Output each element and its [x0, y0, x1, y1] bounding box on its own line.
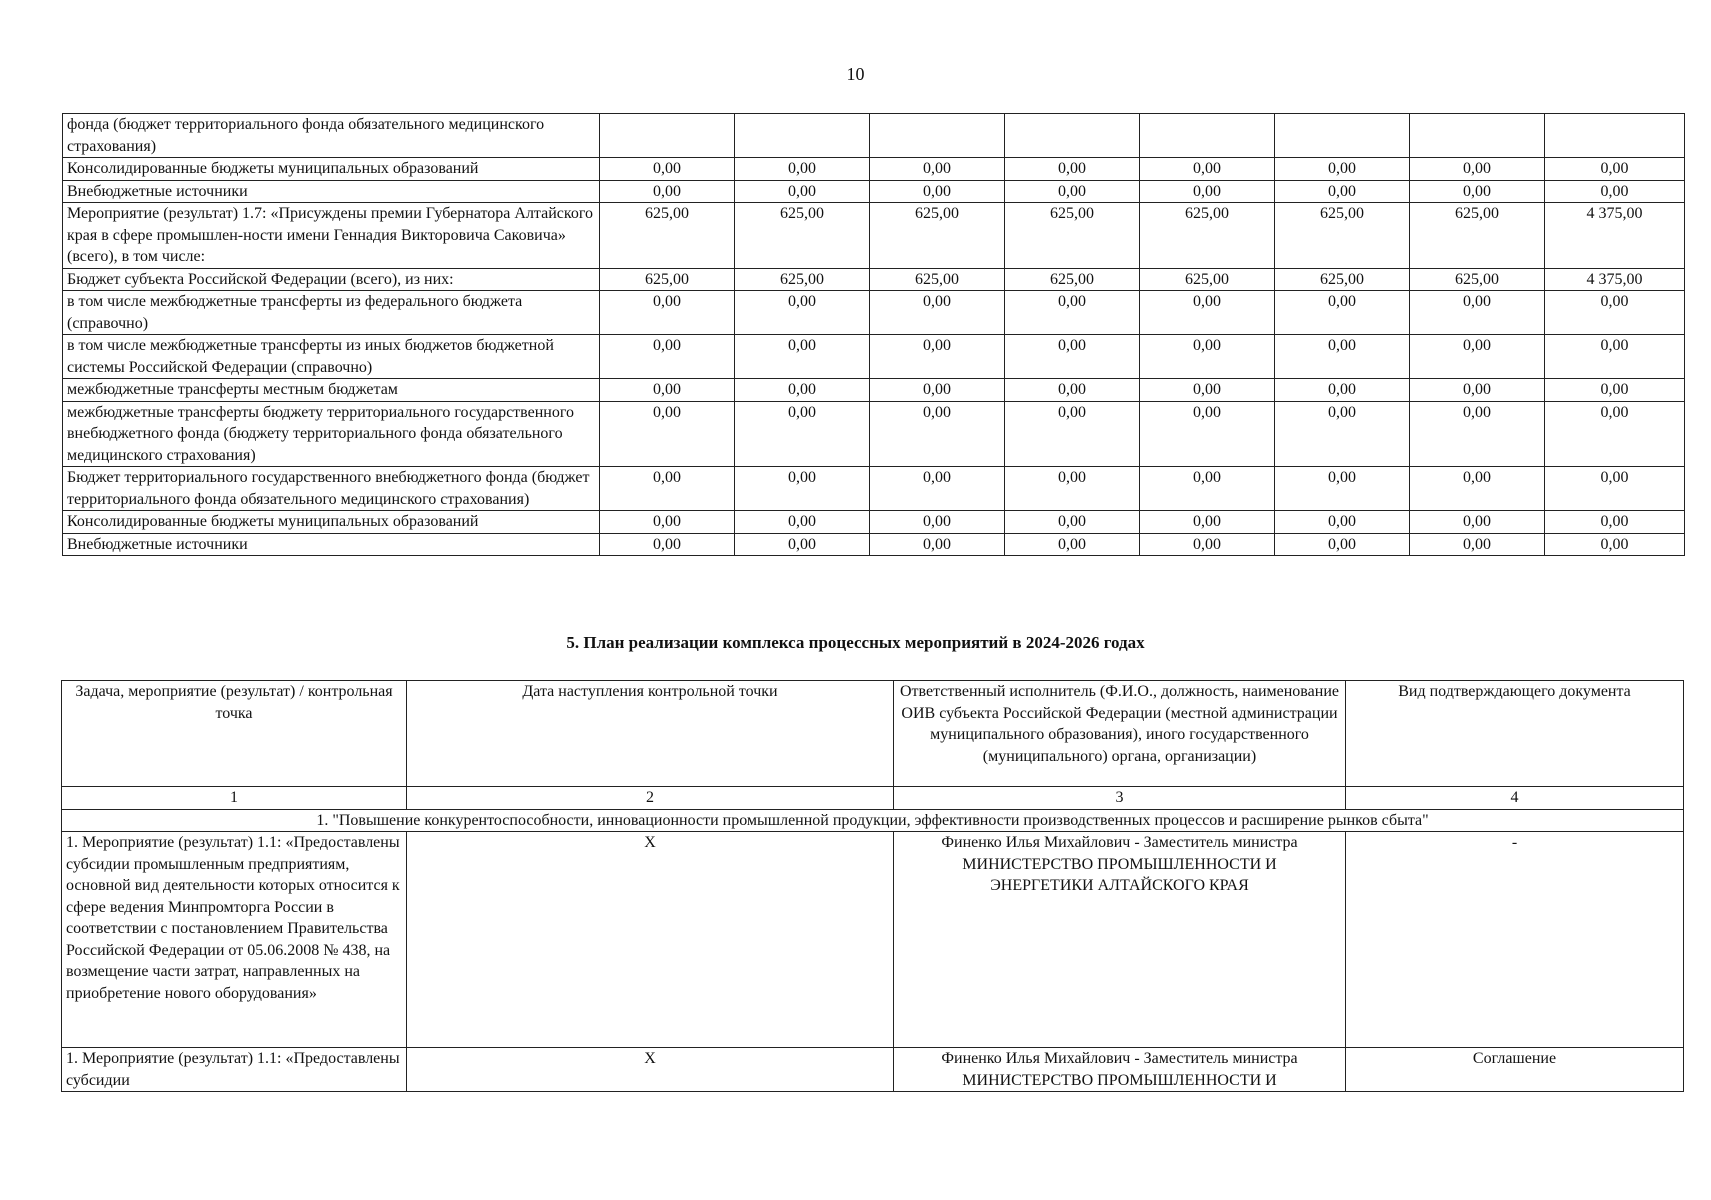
budget-value-cell: 0,00 [735, 467, 870, 511]
budget-value-cell: 0,00 [1410, 180, 1545, 203]
task-group-title: 1. "Повышение конкурентоспособности, инновационности промышленной продукции, эффективности производственных процессов и расширение рынков сбыта" [62, 809, 1684, 832]
document-cell: - [1346, 832, 1684, 1048]
budget-value-cell [870, 114, 1005, 158]
section-title: 5. План реализации комплекса процессных мероприятий в 2024-2026 годах [566, 633, 1145, 652]
plan-header-row [62, 681, 1684, 787]
plan-row [62, 832, 1684, 1048]
plan-col-numbers-row [62, 787, 1684, 810]
budget-value-cell: 0,00 [1275, 511, 1410, 534]
header-task: Задача, мероприятие (результат) / контрольная точка [62, 681, 407, 787]
budget-value-cell: 0,00 [870, 467, 1005, 511]
budget-value-cell: 0,00 [1275, 158, 1410, 181]
budget-value-cell [1410, 114, 1545, 158]
budget-row-label: Внебюджетные источники [63, 533, 600, 556]
budget-value-cell: 0,00 [600, 291, 735, 335]
col-number: 2 [407, 787, 894, 810]
budget-value-cell: 0,00 [1005, 335, 1140, 379]
budget-value-cell: 625,00 [1140, 203, 1275, 269]
budget-value-cell: 625,00 [1005, 268, 1140, 291]
budget-value-cell: 0,00 [870, 291, 1005, 335]
budget-value-cell: 0,00 [1005, 291, 1140, 335]
budget-value-cell: 0,00 [600, 158, 735, 181]
budget-value-cell: 625,00 [600, 268, 735, 291]
budget-row-label: Бюджет территориального государственного внебюджетного фонда (бюджет территориального фонда обязательного медицинского страхования) [63, 467, 600, 511]
budget-row-label: Мероприятие (результат) 1.7: «Присуждены премии Губернатора Алтайского края в сфере промышлен-ности имени Геннадия Викторовича Саковича» (всего), в том числе: [63, 203, 600, 269]
budget-value-cell: 625,00 [870, 203, 1005, 269]
header-executor: Ответственный исполнитель (Ф.И.О., должность, наименование ОИВ субъекта Российской Федерации (местной администрации муниципального образования), иного государственного (муниципального) органа, организации) [894, 681, 1346, 787]
budget-value-cell: 0,00 [600, 533, 735, 556]
date-cell: X [407, 1048, 894, 1092]
budget-value-cell: 0,00 [735, 158, 870, 181]
date-cell: X [407, 832, 894, 1048]
budget-value-cell: 0,00 [1140, 379, 1275, 402]
budget-value-cell: 0,00 [1545, 158, 1685, 181]
budget-value-cell [1005, 114, 1140, 158]
budget-value-cell: 0,00 [600, 401, 735, 467]
page-number: 10 [846, 64, 865, 84]
plan-table [61, 680, 1684, 1092]
budget-value-cell: 0,00 [1140, 533, 1275, 556]
budget-value-cell: 625,00 [1275, 268, 1410, 291]
task-group-row [62, 809, 1684, 832]
budget-value-cell: 0,00 [1005, 511, 1140, 534]
budget-row-label: в том числе межбюджетные трансферты из иных бюджетов бюджетной системы Российской Федерации (справочно) [63, 335, 600, 379]
budget-value-cell: 625,00 [1410, 203, 1545, 269]
budget-row [63, 180, 1685, 203]
budget-value-cell: 0,00 [1545, 379, 1685, 402]
budget-row [63, 511, 1685, 534]
budget-value-cell: 0,00 [1545, 291, 1685, 335]
executor-cell [894, 832, 1346, 1048]
budget-table [62, 113, 1685, 556]
budget-value-cell: 0,00 [1140, 467, 1275, 511]
budget-value-cell: 4 375,00 [1545, 203, 1685, 269]
budget-row [63, 268, 1685, 291]
budget-row-label: Внебюджетные источники [63, 180, 600, 203]
budget-value-cell: 625,00 [1005, 203, 1140, 269]
budget-value-cell: 0,00 [1275, 533, 1410, 556]
budget-value-cell: 0,00 [1140, 291, 1275, 335]
budget-row [63, 114, 1685, 158]
budget-value-cell: 0,00 [1275, 291, 1410, 335]
budget-value-cell: 0,00 [870, 158, 1005, 181]
budget-value-cell: 0,00 [1275, 379, 1410, 402]
executor-cell [894, 1048, 1346, 1092]
budget-value-cell: 0,00 [735, 511, 870, 534]
budget-row [63, 335, 1685, 379]
budget-value-cell: 625,00 [600, 203, 735, 269]
executor-org: МИНИСТЕРСТВО ПРОМЫШЛЕННОСТИ И [962, 1071, 1277, 1089]
budget-value-cell: 625,00 [1140, 268, 1275, 291]
budget-value-cell: 0,00 [1005, 467, 1140, 511]
task-cell: 1. Мероприятие (результат) 1.1: «Предоставлены субсидии [62, 1048, 407, 1092]
budget-value-cell: 0,00 [1140, 511, 1275, 534]
budget-row [63, 379, 1685, 402]
budget-value-cell: 625,00 [870, 268, 1005, 291]
budget-value-cell: 0,00 [600, 467, 735, 511]
executor-name: Финенко Илья Михайлович - Заместитель министра [941, 1050, 1298, 1067]
budget-value-cell: 0,00 [870, 335, 1005, 379]
budget-value-cell: 0,00 [600, 180, 735, 203]
budget-row [63, 158, 1685, 181]
budget-value-cell: 0,00 [1545, 401, 1685, 467]
budget-value-cell: 0,00 [870, 533, 1005, 556]
budget-row-label: фонда (бюджет территориального фонда обязательного медицинского страхования) [63, 114, 600, 158]
budget-value-cell: 0,00 [1410, 401, 1545, 467]
budget-value-cell: 0,00 [1545, 335, 1685, 379]
col-number: 4 [1346, 787, 1684, 810]
budget-value-cell: 0,00 [735, 180, 870, 203]
budget-value-cell: 0,00 [1545, 511, 1685, 534]
budget-value-cell: 0,00 [1410, 533, 1545, 556]
budget-row [63, 401, 1685, 467]
budget-value-cell: 0,00 [1140, 158, 1275, 181]
budget-value-cell: 0,00 [1275, 335, 1410, 379]
budget-value-cell: 0,00 [1275, 467, 1410, 511]
budget-value-cell: 0,00 [1275, 180, 1410, 203]
budget-row [63, 203, 1685, 269]
budget-row [63, 467, 1685, 511]
budget-value-cell: 0,00 [1005, 533, 1140, 556]
col-number: 1 [62, 787, 407, 810]
budget-value-cell: 625,00 [1410, 268, 1545, 291]
budget-value-cell [1545, 114, 1685, 158]
budget-value-cell [735, 114, 870, 158]
budget-value-cell: 0,00 [735, 401, 870, 467]
budget-value-cell: 0,00 [870, 180, 1005, 203]
header-document: Вид подтверждающего документа [1346, 681, 1684, 787]
plan-row [62, 1048, 1684, 1092]
budget-value-cell: 0,00 [600, 379, 735, 402]
budget-value-cell: 0,00 [870, 379, 1005, 402]
header-date: Дата наступления контрольной точки [407, 681, 894, 787]
budget-value-cell: 0,00 [735, 335, 870, 379]
budget-value-cell: 0,00 [870, 401, 1005, 467]
budget-value-cell: 0,00 [1410, 467, 1545, 511]
budget-value-cell: 0,00 [735, 379, 870, 402]
executor-org: МИНИСТЕРСТВО ПРОМЫШЛЕННОСТИ И ЭНЕРГЕТИКИ АЛТАЙСКОГО КРАЯ [962, 855, 1277, 894]
document-cell: Соглашение [1346, 1048, 1684, 1092]
budget-value-cell: 0,00 [1140, 401, 1275, 467]
budget-row [63, 291, 1685, 335]
budget-value-cell: 0,00 [600, 335, 735, 379]
budget-row-label: Консолидированные бюджеты муниципальных образований [63, 511, 600, 534]
budget-row-label: в том числе межбюджетные трансферты из федерального бюджета (справочно) [63, 291, 600, 335]
budget-value-cell: 0,00 [735, 291, 870, 335]
budget-row-label: межбюджетные трансферты местным бюджетам [63, 379, 600, 402]
budget-value-cell: 0,00 [735, 533, 870, 556]
budget-value-cell: 0,00 [1005, 180, 1140, 203]
budget-value-cell [1140, 114, 1275, 158]
budget-value-cell: 625,00 [735, 203, 870, 269]
budget-row-label: межбюджетные трансферты бюджету территориального государственного внебюджетного фонда (бюджету территориального фонда обязательного медицинского страхования) [63, 401, 600, 467]
budget-value-cell: 0,00 [1140, 180, 1275, 203]
budget-row-label: Бюджет субъекта Российской Федерации (всего), из них: [63, 268, 600, 291]
budget-value-cell: 0,00 [1005, 401, 1140, 467]
budget-value-cell [1275, 114, 1410, 158]
budget-value-cell: 0,00 [1410, 511, 1545, 534]
executor-name: Финенко Илья Михайлович - Заместитель министра [941, 834, 1298, 851]
budget-value-cell: 0,00 [1140, 335, 1275, 379]
budget-value-cell: 0,00 [1545, 180, 1685, 203]
budget-value-cell: 0,00 [1410, 335, 1545, 379]
budget-value-cell: 0,00 [600, 511, 735, 534]
budget-value-cell: 0,00 [1005, 379, 1140, 402]
budget-value-cell: 0,00 [1410, 158, 1545, 181]
budget-value-cell: 0,00 [1410, 379, 1545, 402]
budget-value-cell: 0,00 [1410, 291, 1545, 335]
budget-value-cell: 4 375,00 [1545, 268, 1685, 291]
col-number: 3 [894, 787, 1346, 810]
budget-value-cell: 0,00 [1545, 533, 1685, 556]
budget-value-cell: 0,00 [870, 511, 1005, 534]
budget-value-cell: 0,00 [1275, 401, 1410, 467]
budget-row [63, 533, 1685, 556]
budget-value-cell: 0,00 [1545, 467, 1685, 511]
budget-value-cell: 625,00 [735, 268, 870, 291]
budget-value-cell: 625,00 [1275, 203, 1410, 269]
budget-row-label: Консолидированные бюджеты муниципальных образований [63, 158, 600, 181]
task-cell: 1. Мероприятие (результат) 1.1: «Предоставлены субсидии промышленным предприятиям, основной вид деятельности которых относится к сфере ведения Минпромторга России в соответствии с постановлением Правительства Российской Федерации от 05.06.2008 № 438, на возмещение части затрат, направленных на приобретение нового оборудования» [62, 832, 407, 1048]
budget-value-cell: 0,00 [1005, 158, 1140, 181]
budget-value-cell [600, 114, 735, 158]
